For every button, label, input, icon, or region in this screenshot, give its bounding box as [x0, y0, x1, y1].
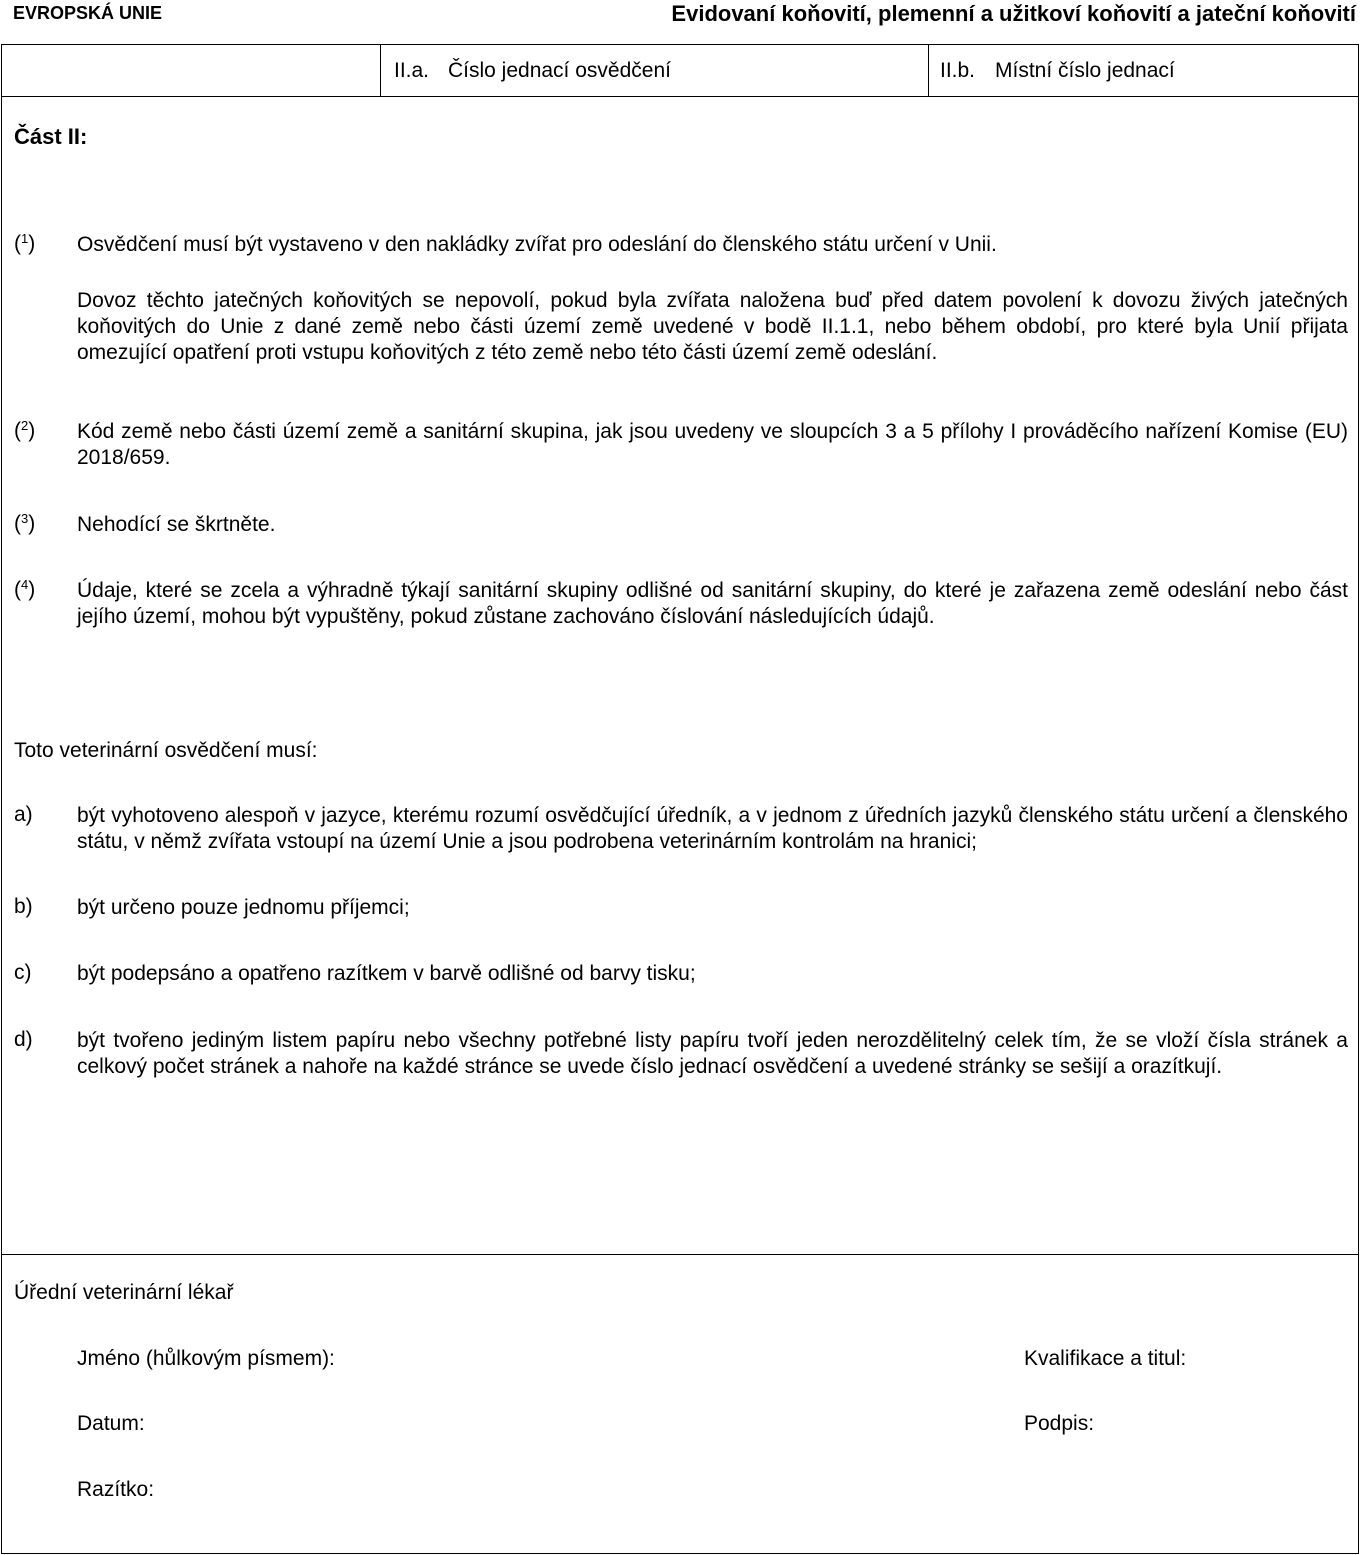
- requirement-text: být podepsáno a opatřeno razítkem v barvě odlišné od barvy tisku;: [77, 962, 696, 985]
- footnote-text: Kód země nebo části území země a sanitární skupina, jak jsou uvedeny ve sloupcích 3 a 5 přílohy I prováděcího nařízení Komise (EU) 2018/659.: [77, 420, 1348, 469]
- local-reference-code: II.b.: [940, 59, 976, 82]
- local-reference-cell[interactable]: [928, 45, 1358, 96]
- requirement-label: c): [14, 961, 32, 984]
- footnote-text: Údaje, které se zcela a výhradně týkají sanitární skupiny odlišné od sanitární skupiny, do které je zařazena země odeslání nebo část jejího území, mohou být vypuštěny, pokud zůstane zachováno číslování následujících údajů.: [77, 579, 1348, 628]
- notes-section: [2, 97, 1358, 1255]
- certificate-frame: [1, 44, 1359, 1554]
- footnote-number: ($^2$): [14, 418, 36, 442]
- reference-number-cell[interactable]: [380, 45, 928, 96]
- name-field[interactable]: Jméno (hůlkovým písmem):: [77, 1347, 335, 1370]
- requirement-text: být tvořeno jediným listem papíru nebo všechny potřebné listy papíru tvoří jeden nerozdělitelný celek tím, že se vloží čísla stránek a celkový počet stránek a nahoře na každé stránce se uvede číslo jednací osvědčení a uvedené stránky se sešijí a orazítkují.: [77, 1029, 1348, 1078]
- local-reference-label: Místní číslo jednací: [995, 59, 1175, 82]
- footnote-number: ($^4$): [14, 577, 36, 601]
- signature-title: Úřední veterinární lékař: [14, 1281, 234, 1304]
- footnote-text: Nehodící se škrtněte.: [77, 513, 276, 536]
- requirement-label: d): [14, 1028, 33, 1051]
- requirement-text: být určeno pouze jednomu příjemci;: [77, 896, 410, 919]
- reference-number-label: Číslo jednací osvědčení: [448, 59, 671, 82]
- requirements-intro: Toto veterinární osvědčení musí:: [14, 739, 318, 762]
- signature-field[interactable]: Podpis:: [1024, 1412, 1095, 1435]
- header-union: EVROPSKÁ UNIE: [13, 3, 163, 23]
- stamp-field[interactable]: Razítko:: [77, 1478, 155, 1501]
- footnote-number: ($^3$): [14, 511, 36, 535]
- requirement-label: b): [14, 895, 33, 918]
- requirement-text: být vyhotoveno alespoň v jazyce, kterému rozumí osvědčující úředník, a v jednom z úředních jazyků členského státu určení a členského státu, v němž zvířata vstoupí na území Unie a jsou podrobena veterinárním kontrolám na hranici;: [77, 804, 1348, 853]
- part-title: Část II:: [14, 124, 88, 149]
- reference-number-code: II.a.: [394, 59, 430, 82]
- footnote-text: Osvědčení musí být vystaveno v den nakládky zvířat pro odeslání do členského státu určení v Unii. Dovoz těchto jatečných koňovitých se nepovolí, pokud byla zvířata naložena buď před datem povolení k dovozu živých jatečných koňovitých do Unie z dané země nebo části území země uvedené v bodě II.1.1, nebo během období, pro které byla Unií přijata omezující opatření proti vstupu koňovitých z této země nebo této části území země odeslání.: [77, 233, 1348, 364]
- reference-row: [2, 45, 1358, 97]
- qualification-field[interactable]: Kvalifikace a titul:: [1024, 1347, 1187, 1370]
- footnote-number: ($^1$): [14, 231, 36, 255]
- requirement-label: a): [14, 803, 33, 826]
- signature-section: [2, 1255, 1358, 1553]
- header-certificate-title: Evidovaní koňovití, plemenní a užitkoví koňovití a jateční koňovití: [671, 1, 1356, 26]
- date-field[interactable]: Datum:: [77, 1412, 145, 1435]
